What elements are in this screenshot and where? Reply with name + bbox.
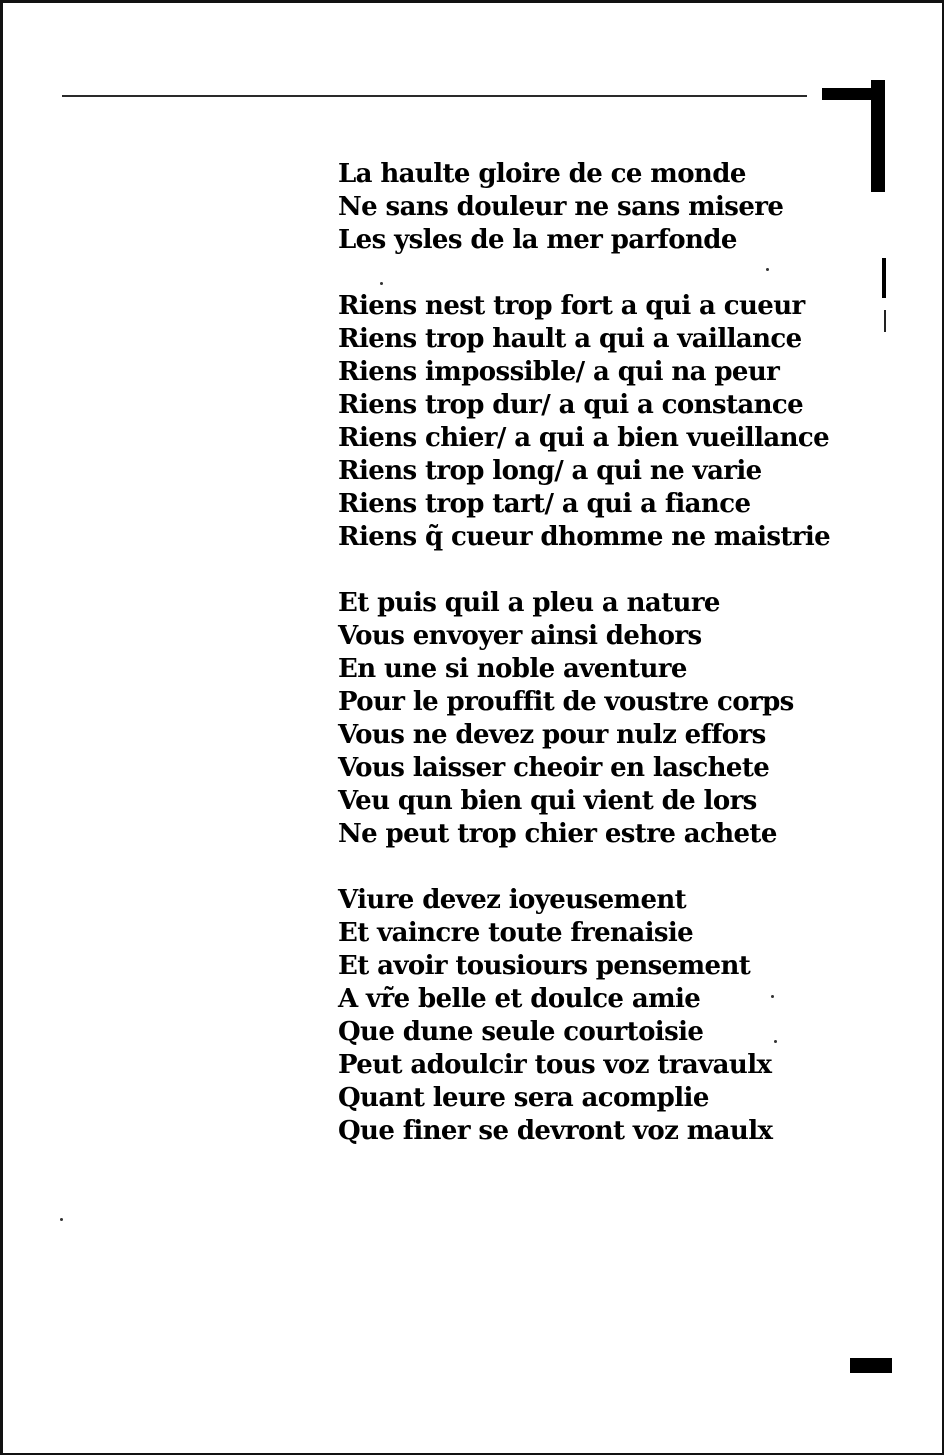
verse-line: Vous envoyer ainsi dehors — [338, 621, 702, 651]
verse-line: Ne peut trop chier estre achete — [338, 819, 777, 849]
verse-line: En une si noble aventure — [338, 654, 687, 684]
stanza — [338, 290, 831, 554]
verse-line: Vous ne devez pour nulz effors — [338, 720, 766, 750]
verse-line: Riens trop long/ a qui ne varie — [338, 456, 762, 486]
page-border-left — [0, 0, 3, 1455]
verse-line: Riens q̃ cueur dhomme ne maistrie — [338, 522, 831, 552]
verse-line: Riens trop hault a qui a vaillance — [338, 324, 802, 354]
verse-line: Quant leure sera acomplie — [338, 1083, 709, 1113]
verse-line: Vous laisser cheoir en laschete — [338, 753, 770, 783]
verse-line: Que dune seule courtoisie — [338, 1017, 704, 1047]
verse-line: Peut adoulcir tous voz travaulx — [338, 1050, 772, 1080]
verse-line: A vr̃e belle et doulce amie — [338, 984, 701, 1014]
header-rule — [62, 95, 807, 97]
verse-line: Veu qun bien qui vient de lors — [338, 786, 757, 816]
poem-text — [338, 158, 831, 1148]
verse-line: Ne sans douleur ne sans misere — [338, 192, 784, 222]
verse-line: Riens trop tart/ a qui a fiance — [338, 489, 751, 519]
verse-line: Viure devez ioyeusement — [338, 885, 687, 915]
verse-line: La haulte gloire de ce monde — [338, 159, 746, 189]
verse-line: Et vaincre toute frenaisie — [338, 918, 694, 948]
margin-mark — [884, 310, 886, 332]
verse-line: Et puis quil a pleu a nature — [338, 588, 720, 618]
verse-line: Riens trop dur/ a qui a constance — [338, 390, 804, 420]
footer-mark — [850, 1358, 892, 1373]
stanza — [338, 587, 818, 851]
verse-line: Riens chier/ a qui a bien vueillance — [338, 423, 830, 453]
margin-mark — [882, 258, 886, 298]
verse-line: Riens impossible/ a qui na peur — [338, 357, 780, 387]
verse-line: Riens nest trop fort a qui a cueur — [338, 291, 805, 321]
verse-line: Et avoir tousiours pensement — [338, 951, 751, 981]
ink-speck — [60, 1218, 63, 1221]
verse-line: Pour le prouffit de voustre corps — [338, 687, 794, 717]
page-border-top — [0, 0, 944, 3]
margin-bracket-side — [871, 80, 885, 192]
stanza — [338, 158, 818, 257]
verse-line: Les ysles de la mer parfonde — [338, 225, 737, 255]
stanza — [338, 884, 818, 1148]
verse-line: Que finer se devront voz maulx — [338, 1116, 773, 1146]
